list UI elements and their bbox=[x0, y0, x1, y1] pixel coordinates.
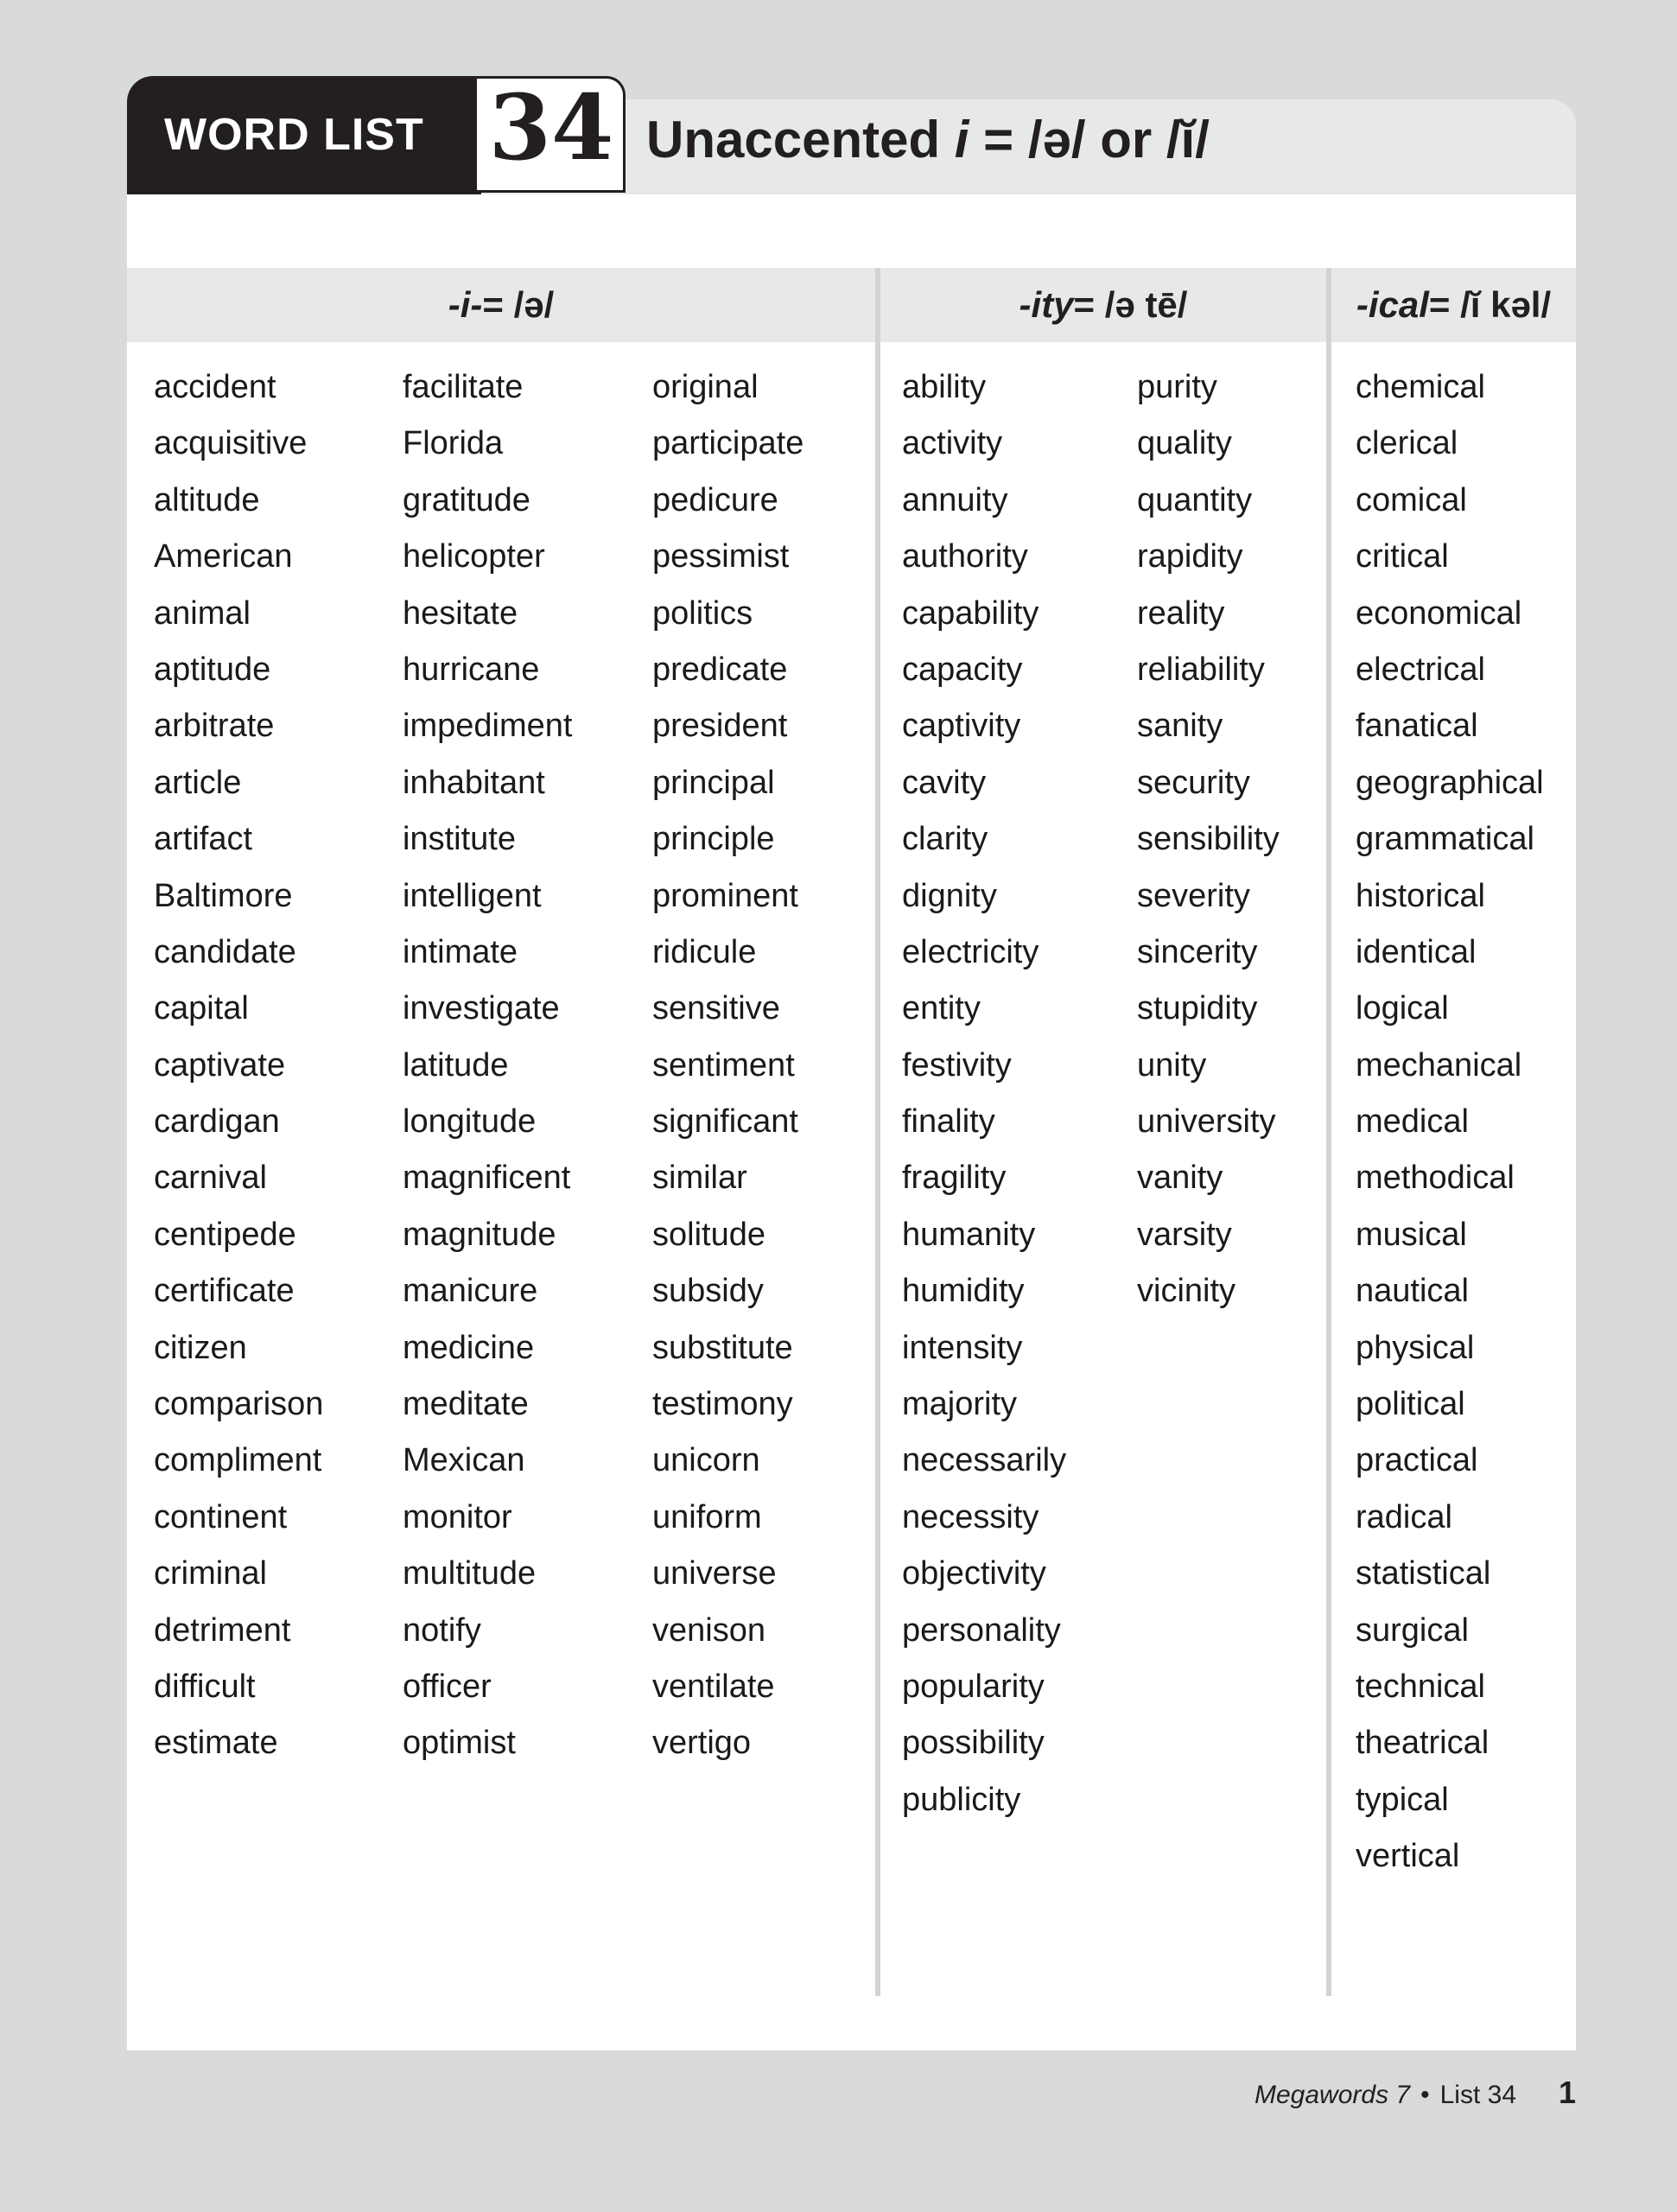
section-sound: = /ĭ kəl/ bbox=[1428, 284, 1552, 325]
word-item: unity bbox=[1137, 1046, 1207, 1084]
section-pattern: -ical bbox=[1356, 284, 1429, 325]
section-header-ity bbox=[880, 268, 1326, 342]
word-item: prominent bbox=[652, 877, 798, 914]
word-item: annuity bbox=[902, 481, 1008, 518]
word-item: candidate bbox=[154, 933, 296, 970]
section-pattern: -ity bbox=[1019, 284, 1074, 325]
word-item: rapidity bbox=[1137, 538, 1243, 575]
word-item: severity bbox=[1137, 877, 1250, 914]
word-item: university bbox=[1137, 1103, 1276, 1141]
word-item: original bbox=[652, 369, 759, 405]
word-item: longitude bbox=[403, 1103, 537, 1141]
word-item: venison bbox=[652, 1611, 765, 1649]
section-sound: = /ə/ bbox=[482, 284, 555, 325]
word-item: universe bbox=[652, 1555, 777, 1592]
word-column bbox=[1137, 359, 1280, 1320]
word-item: entity bbox=[902, 990, 981, 1027]
word-item: centipede bbox=[154, 1216, 296, 1253]
word-item: grammatical bbox=[1356, 821, 1534, 858]
word-item: Baltimore bbox=[154, 877, 293, 914]
word-item: ability bbox=[902, 369, 987, 405]
word-item: accident bbox=[154, 369, 276, 405]
word-item: electricity bbox=[902, 933, 1039, 970]
word-item: humanity bbox=[902, 1216, 1036, 1253]
word-item: substitute bbox=[652, 1329, 793, 1366]
word-item: festivity bbox=[902, 1046, 1012, 1084]
word-item: solitude bbox=[652, 1216, 765, 1253]
word-item: certificate bbox=[154, 1273, 295, 1310]
word-item: American bbox=[154, 538, 293, 575]
word-item: medicine bbox=[403, 1329, 535, 1366]
word-item: critical bbox=[1356, 538, 1449, 575]
word-item: activity bbox=[902, 425, 1003, 462]
word-item: methodical bbox=[1356, 1160, 1515, 1197]
word-item: radical bbox=[1356, 1498, 1452, 1535]
footer-list: List 34 bbox=[1439, 2081, 1516, 2109]
word-item: arbitrate bbox=[154, 708, 275, 745]
word-item: participate bbox=[652, 425, 804, 462]
word-item: sanity bbox=[1137, 708, 1223, 745]
word-item: multitude bbox=[403, 1555, 537, 1592]
word-item: notify bbox=[403, 1611, 481, 1649]
word-item: intelligent bbox=[403, 877, 542, 914]
word-item: sensibility bbox=[1137, 821, 1280, 858]
word-item: fragility bbox=[902, 1160, 1007, 1197]
word-column bbox=[902, 359, 1066, 1828]
section-pattern: -i- bbox=[448, 284, 483, 325]
word-item: testimony bbox=[652, 1386, 793, 1423]
word-item: vicinity bbox=[1137, 1273, 1236, 1310]
word-item: nautical bbox=[1356, 1273, 1469, 1310]
word-item: hesitate bbox=[403, 594, 518, 632]
word-item: necessarily bbox=[902, 1442, 1067, 1479]
word-item: historical bbox=[1356, 877, 1485, 914]
word-item: economical bbox=[1356, 594, 1522, 632]
word-item: medical bbox=[1356, 1103, 1469, 1141]
word-item: statistical bbox=[1356, 1555, 1491, 1592]
word-item: geographical bbox=[1356, 764, 1544, 801]
word-item: necessity bbox=[902, 1498, 1039, 1535]
word-item: varsity bbox=[1137, 1216, 1232, 1253]
word-item: physical bbox=[1356, 1329, 1475, 1366]
word-item: predicate bbox=[652, 651, 788, 688]
word-list-label: WORD LIST bbox=[164, 110, 424, 160]
word-item: inhabitant bbox=[403, 764, 545, 801]
section-sound: = /ə tē/ bbox=[1073, 284, 1188, 325]
section-divider bbox=[1326, 268, 1331, 1996]
word-item: reliability bbox=[1137, 651, 1265, 688]
word-item: latitude bbox=[403, 1046, 509, 1084]
page-footer bbox=[1255, 2082, 1516, 2108]
word-item: identical bbox=[1356, 933, 1477, 970]
word-item: monitor bbox=[403, 1498, 512, 1535]
word-item: cardigan bbox=[154, 1103, 280, 1141]
title-prefix: Unaccented bbox=[646, 111, 955, 168]
word-item: chemical bbox=[1356, 369, 1485, 405]
word-item: objectivity bbox=[902, 1555, 1046, 1592]
word-item: majority bbox=[902, 1386, 1018, 1423]
word-item: dignity bbox=[902, 877, 997, 914]
title-letter: i bbox=[954, 111, 969, 168]
word-item: humidity bbox=[902, 1273, 1025, 1310]
word-item: musical bbox=[1356, 1216, 1467, 1253]
word-item: capacity bbox=[902, 651, 1023, 688]
word-item: purity bbox=[1137, 369, 1217, 405]
word-item: principal bbox=[652, 764, 775, 801]
word-item: vanity bbox=[1137, 1160, 1223, 1197]
word-item: intimate bbox=[403, 933, 518, 970]
word-item: pedicure bbox=[652, 481, 778, 518]
book-title: Megawords 7 bbox=[1255, 2081, 1411, 2109]
word-item: ventilate bbox=[652, 1668, 775, 1705]
word-item: cavity bbox=[902, 764, 987, 801]
word-item: optimist bbox=[403, 1725, 516, 1762]
word-item: finality bbox=[902, 1103, 995, 1141]
page-title bbox=[646, 111, 1210, 168]
word-item: carnival bbox=[154, 1160, 267, 1197]
word-item: significant bbox=[652, 1103, 798, 1141]
word-item: logical bbox=[1356, 990, 1449, 1027]
word-item: article bbox=[154, 764, 242, 801]
word-item: quality bbox=[1137, 425, 1232, 462]
word-item: president bbox=[652, 708, 788, 745]
word-item: altitude bbox=[154, 481, 260, 518]
word-item: sincerity bbox=[1137, 933, 1258, 970]
word-column bbox=[652, 359, 804, 1772]
word-item: capital bbox=[154, 990, 249, 1027]
word-item: captivate bbox=[154, 1046, 286, 1084]
word-item: subsidy bbox=[652, 1273, 764, 1310]
word-column bbox=[1356, 359, 1544, 1885]
word-item: politics bbox=[652, 594, 753, 632]
section-header-i bbox=[127, 268, 875, 342]
word-item: meditate bbox=[403, 1386, 529, 1423]
word-item: clarity bbox=[902, 821, 988, 858]
word-column bbox=[403, 359, 572, 1772]
word-item: intensity bbox=[902, 1329, 1023, 1366]
word-item: sentiment bbox=[652, 1046, 795, 1084]
word-item: comical bbox=[1356, 481, 1467, 518]
word-item: comparison bbox=[154, 1386, 324, 1423]
word-item: aptitude bbox=[154, 651, 271, 688]
word-item: magnificent bbox=[403, 1160, 571, 1197]
title-suffix: = /ə/ or /ĭ/ bbox=[969, 111, 1210, 168]
word-item: ridicule bbox=[652, 933, 757, 970]
word-item: magnitude bbox=[403, 1216, 556, 1253]
word-item: unicorn bbox=[652, 1442, 760, 1479]
word-item: compliment bbox=[154, 1442, 322, 1479]
word-item: authority bbox=[902, 538, 1028, 575]
word-item: quantity bbox=[1137, 481, 1253, 518]
word-item: Florida bbox=[403, 425, 504, 462]
word-item: personality bbox=[902, 1611, 1061, 1649]
word-item: reality bbox=[1137, 594, 1225, 632]
word-item: political bbox=[1356, 1386, 1465, 1423]
word-item: theatrical bbox=[1356, 1725, 1490, 1762]
word-item: mechanical bbox=[1356, 1046, 1522, 1084]
word-item: vertical bbox=[1356, 1838, 1460, 1875]
page-number: 1 bbox=[1559, 2075, 1577, 2110]
word-item: technical bbox=[1356, 1668, 1485, 1705]
section-header-ical bbox=[1331, 268, 1576, 342]
word-item: impediment bbox=[403, 708, 573, 745]
word-item: hurricane bbox=[403, 651, 540, 688]
word-item: captivity bbox=[902, 708, 1021, 745]
word-item: investigate bbox=[403, 990, 560, 1027]
word-item: surgical bbox=[1356, 1611, 1469, 1649]
word-item: animal bbox=[154, 594, 251, 632]
word-item: stupidity bbox=[1137, 990, 1258, 1027]
word-item: uniform bbox=[652, 1498, 762, 1535]
word-item: criminal bbox=[154, 1555, 267, 1592]
list-number: 34 bbox=[488, 74, 614, 181]
word-item: acquisitive bbox=[154, 425, 308, 462]
word-item: practical bbox=[1356, 1442, 1478, 1479]
word-item: vertigo bbox=[652, 1725, 752, 1762]
word-item: detriment bbox=[154, 1611, 291, 1649]
word-item: typical bbox=[1356, 1781, 1449, 1818]
word-item: electrical bbox=[1356, 651, 1485, 688]
word-item: popularity bbox=[902, 1668, 1045, 1705]
word-item: publicity bbox=[902, 1781, 1021, 1818]
word-item: officer bbox=[403, 1668, 492, 1705]
word-item: citizen bbox=[154, 1329, 247, 1366]
word-column bbox=[154, 359, 323, 1772]
word-item: difficult bbox=[154, 1668, 256, 1705]
word-item: helicopter bbox=[403, 538, 545, 575]
word-item: similar bbox=[652, 1160, 747, 1197]
word-item: gratitude bbox=[403, 481, 530, 518]
word-item: facilitate bbox=[403, 369, 524, 405]
word-item: sensitive bbox=[652, 990, 780, 1027]
section-divider bbox=[875, 268, 880, 1996]
word-item: pessimist bbox=[652, 538, 790, 575]
word-item: principle bbox=[652, 821, 775, 858]
word-item: possibility bbox=[902, 1725, 1045, 1762]
word-item: fanatical bbox=[1356, 708, 1478, 745]
word-item: clerical bbox=[1356, 425, 1458, 462]
word-item: capability bbox=[902, 594, 1039, 632]
word-item: continent bbox=[154, 1498, 288, 1535]
footer-separator: • bbox=[1420, 2081, 1430, 2109]
word-item: estimate bbox=[154, 1725, 278, 1762]
word-item: artifact bbox=[154, 821, 253, 858]
word-item: security bbox=[1137, 764, 1250, 801]
word-item: manicure bbox=[403, 1273, 538, 1310]
word-item: institute bbox=[403, 821, 516, 858]
word-item: Mexican bbox=[403, 1442, 525, 1479]
